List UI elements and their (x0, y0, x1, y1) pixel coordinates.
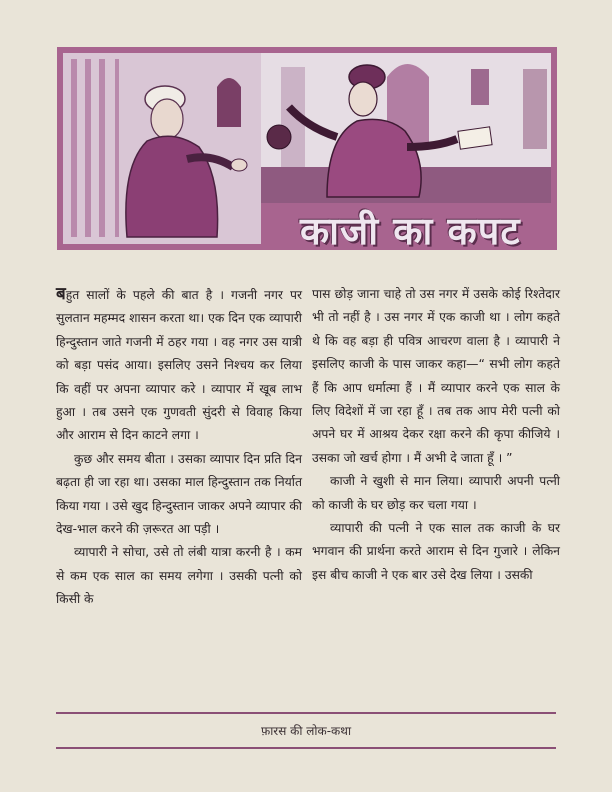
footer-rule-top (56, 712, 556, 714)
right-column (312, 283, 560, 587)
paragraph: कुछ और समय बीता । उसका व्यापार दिन प्रति दिन बढ़ता ही जा रहा था। उसका माल हिन्दुस्तान तक निर्यात किया गया । उसे खुद हिन्दुस्तान जाकर अपने व्यापार की देख-भाल करने की ज़रूरत आ पड़ी । (56, 451, 302, 537)
story-title: काजी का कपट (300, 209, 521, 253)
paragraph: व्यापारी ने सोचा, उसे तो लंबी यात्रा करनी है । कम से कम एक साल का समय लगेगा । उसकी पत्नी को किसी के (56, 545, 302, 607)
drop-cap: ब (56, 284, 66, 304)
footer-caption: फ़ारस की लोक-कथा (260, 724, 352, 738)
paragraph: पास छोड़ जाना चाहे तो उस नगर में उसके कोई रिश्तेदार भी तो नहीं है । उस नगर में एक काजी था । लोग कहते थे कि वह बड़ा ही पवित्र आचरण वाला है । व्यापारी ने इसलिए काजी के पास जाकर कहा—“ सभी लोग कहते हैं कि आप धर्मात्मा हैं । मैं व्यापार करने एक साल के लिए विदेशों में जा रहा हूँ । तब तक आप मेरी पत्नी को अपने घर में आश्रय देकर रक्षा करने की कृपा कीजिये । उसका जो खर्च होगा । मैं अभी दे जाता हूँ । ” (312, 287, 560, 465)
paragraph: काजी ने खुशी से मान लिया। व्यापारी अपनी पत्नी को काजी के घर छोड़ कर चला गया । (312, 474, 560, 512)
left-column (56, 283, 302, 612)
paragraph: व्यापारी की पत्नी ने एक साल तक काजी के घर भगवान की प्रार्थना करते आराम से दिन गुजारे । लेकिन इस बीच काजी ने एक बार उसे देख लिया । उसकी (312, 521, 560, 582)
paragraph: बहुत सालों के पहले की बात है । गजनी नगर पर सुलतान महम्मद शासन करता था। एक दिन एक व्यापारी हिन्दुस्तान जाते गजनी में ठहर गया । वह नगर उस यात्री को बड़ा पसंद आया। इसलिए उसने निश्चय कर लिया कि वहीं पर अपना व्यापार करे । व्यापार में खूब लाभ हुआ । तब उसने एक गुणवती सुंदरी से विवाह किया और आराम से दिन काटने लगा । (56, 284, 302, 443)
footer-rule-bottom (56, 747, 556, 749)
